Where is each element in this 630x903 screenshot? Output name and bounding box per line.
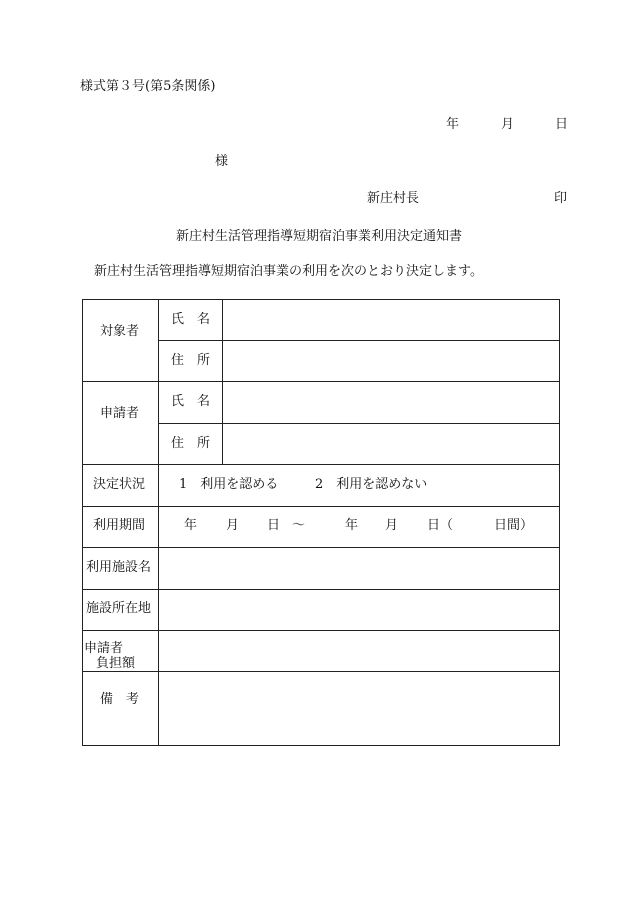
period-label: 利用期間 <box>93 518 146 533</box>
facility-name-label: 利用施設名 <box>86 560 152 575</box>
period-end-year: 年 <box>345 518 359 533</box>
row-divider <box>82 381 560 382</box>
applicant-name-label: 氏 名 <box>171 394 211 409</box>
row-divider <box>82 547 560 548</box>
date-month: 月 <box>501 117 515 132</box>
period-start-year: 年 <box>184 518 198 533</box>
subject-name-label: 氏 名 <box>171 312 211 327</box>
row-divider <box>158 340 560 341</box>
issuer: 新庄村長 <box>367 191 420 206</box>
row-divider <box>82 589 560 590</box>
facility-location-label: 施設所在地 <box>86 601 152 616</box>
period-start-day: 日 <box>267 518 281 533</box>
period-end-month: 月 <box>385 518 399 533</box>
row-divider <box>158 423 560 424</box>
table-border-left <box>82 299 83 745</box>
period-end-day: 日（ <box>427 518 454 533</box>
decision-option-deny: 2 利用を認めない <box>315 477 428 492</box>
sublabel-column-divider <box>222 299 223 464</box>
intro-text: 新庄村生活管理指導短期宿泊事業の利用を次のとおり決定します。 <box>94 264 483 279</box>
decision-option-approve: 1 利用を認める <box>179 477 279 492</box>
row-divider <box>82 630 560 631</box>
applicant-address-label: 住 所 <box>171 436 211 451</box>
row-divider <box>82 464 560 465</box>
seal-mark: 印 <box>554 191 568 206</box>
label-column-divider <box>158 299 159 745</box>
row-divider <box>82 506 560 507</box>
table-border-bottom <box>82 745 560 746</box>
period-start-month: 月 <box>226 518 240 533</box>
table-border-top <box>82 299 560 300</box>
row-divider <box>82 671 560 672</box>
applicant-label: 申請者 <box>100 406 140 421</box>
decision-label: 決定状況 <box>93 477 146 492</box>
date-day: 日 <box>555 117 569 132</box>
period-days: 日間） <box>494 518 534 533</box>
form-number: 様式第３号(第5条関係) <box>80 79 216 94</box>
burden-label-line1: 申請者 <box>84 641 124 656</box>
document-title: 新庄村生活管理指導短期宿泊事業利用決定通知書 <box>176 229 463 244</box>
addressee-suffix: 様 <box>215 154 229 169</box>
table-border-right <box>559 299 560 745</box>
subject-address-label: 住 所 <box>171 353 211 368</box>
subject-label: 対象者 <box>100 324 140 339</box>
date-year: 年 <box>446 117 460 132</box>
period-tilde: ～ <box>292 518 306 533</box>
remarks-label: 備 考 <box>100 692 140 707</box>
burden-label-line2: 負担額 <box>96 656 136 671</box>
